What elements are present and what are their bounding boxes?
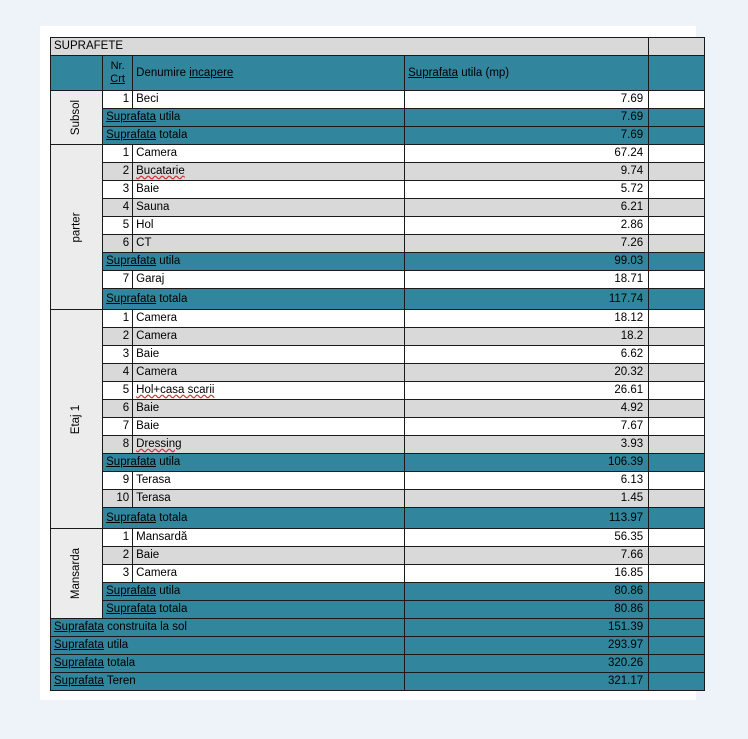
room-name-text: Dressing xyxy=(136,438,182,450)
summary-row xyxy=(51,109,705,127)
summary-label xyxy=(103,127,405,145)
room-name-text: Bucatarie xyxy=(136,165,185,177)
empty-cell xyxy=(649,91,705,109)
summary-row xyxy=(51,454,705,472)
grand-total-row xyxy=(51,637,705,655)
header-denumire-text: Denumire xyxy=(136,66,190,79)
summary-value: 106.39 xyxy=(405,454,649,472)
room-area: 20.32 xyxy=(405,364,649,382)
suprafata-suffix: totala xyxy=(103,657,136,669)
empty-cell xyxy=(649,181,705,199)
room-name-text: Mansardă xyxy=(136,531,188,543)
grand-total-row xyxy=(51,619,705,637)
room-area: 6.62 xyxy=(405,346,649,364)
room-name xyxy=(133,235,405,253)
table-row xyxy=(51,382,705,400)
header-empty-cell xyxy=(649,56,705,91)
table-row xyxy=(51,418,705,436)
empty-cell xyxy=(649,145,705,163)
suprafata-suffix: utila xyxy=(156,255,181,267)
table-row xyxy=(51,271,705,289)
room-nr: 10 xyxy=(103,490,133,508)
suprafata-suffix: construita la sol xyxy=(103,621,187,633)
room-area: 18.12 xyxy=(405,310,649,328)
summary-row xyxy=(51,508,705,529)
header-denumire-underlined: incapere xyxy=(189,66,234,79)
room-nr: 7 xyxy=(103,271,133,289)
table-row xyxy=(51,328,705,346)
suprafata-word: Suprafata xyxy=(54,621,104,633)
summary-label xyxy=(103,109,405,127)
empty-cell xyxy=(649,364,705,382)
room-name xyxy=(133,490,405,508)
empty-cell xyxy=(649,109,705,127)
room-name xyxy=(133,418,405,436)
header-suprafata xyxy=(405,56,649,91)
grand-total-value: 293.97 xyxy=(405,637,649,655)
table-title: SUPRAFETE xyxy=(51,38,649,56)
room-name xyxy=(133,547,405,565)
grand-total-value: 321.17 xyxy=(405,673,649,691)
summary-value: 99.03 xyxy=(405,253,649,271)
empty-cell xyxy=(649,400,705,418)
summary-row xyxy=(51,127,705,145)
empty-cell xyxy=(649,271,705,289)
suprafata-suffix: totala xyxy=(156,511,188,524)
room-name-text: CT xyxy=(136,237,152,249)
room-name xyxy=(133,91,405,109)
summary-value: 7.69 xyxy=(405,109,649,127)
empty-cell xyxy=(649,127,705,145)
room-nr: 3 xyxy=(103,346,133,364)
room-name xyxy=(133,472,405,490)
empty-cell xyxy=(649,163,705,181)
room-nr: 9 xyxy=(103,472,133,490)
empty-cell xyxy=(649,655,705,673)
suprafata-word: Suprafata xyxy=(106,456,157,468)
empty-cell xyxy=(649,583,705,601)
suprafete-table xyxy=(50,37,705,691)
summary-value: 7.69 xyxy=(405,127,649,145)
section-label-etaj1 xyxy=(51,310,103,529)
room-name-text: Terasa xyxy=(136,474,171,486)
room-name xyxy=(133,199,405,217)
empty-cell xyxy=(649,565,705,583)
title-row xyxy=(51,38,705,56)
room-name xyxy=(133,436,405,454)
room-name xyxy=(133,145,405,163)
room-nr: 4 xyxy=(103,199,133,217)
suprafata-word: Suprafata xyxy=(106,111,157,123)
empty-cell xyxy=(649,235,705,253)
room-area: 5.72 xyxy=(405,181,649,199)
room-name-text: Sauna xyxy=(136,201,170,213)
room-name xyxy=(133,364,405,382)
room-name xyxy=(133,529,405,547)
header-suprafata-text: utila (mp) xyxy=(458,66,510,79)
section-label-parter xyxy=(51,145,103,310)
room-nr: 3 xyxy=(103,565,133,583)
empty-cell xyxy=(649,289,705,310)
table-row xyxy=(51,310,705,328)
room-name-text: Baie xyxy=(136,402,160,414)
header-suprafata-underlined: Suprafata xyxy=(408,66,459,79)
empty-cell xyxy=(649,346,705,364)
table-row xyxy=(51,529,705,547)
grand-total-row xyxy=(51,655,705,673)
grand-total-value: 320.26 xyxy=(405,655,649,673)
suprafata-word: Suprafata xyxy=(106,603,157,615)
room-nr: 6 xyxy=(103,400,133,418)
summary-row xyxy=(51,289,705,310)
summary-value: 113.97 xyxy=(405,508,649,529)
section-name: Etaj 1 xyxy=(70,404,83,434)
room-name-text: Baie xyxy=(136,183,160,195)
room-area: 7.69 xyxy=(405,91,649,109)
grand-total-label xyxy=(51,655,405,673)
grand-total-row xyxy=(51,673,705,691)
room-name-text: Baie xyxy=(136,549,160,561)
grand-total-label xyxy=(51,619,405,637)
room-name xyxy=(133,163,405,181)
room-nr: 6 xyxy=(103,235,133,253)
suprafata-suffix: utila xyxy=(156,456,181,468)
summary-value: 80.86 xyxy=(405,601,649,619)
empty-cell xyxy=(649,418,705,436)
suprafata-suffix: utila xyxy=(156,111,181,123)
room-name-text: Baie xyxy=(136,420,160,432)
table-row xyxy=(51,490,705,508)
room-nr: 3 xyxy=(103,181,133,199)
table-row xyxy=(51,91,705,109)
summary-label xyxy=(103,454,405,472)
room-area: 4.92 xyxy=(405,400,649,418)
suprafata-word: Suprafata xyxy=(106,511,157,524)
suprafata-word: Suprafata xyxy=(54,657,104,669)
table-row xyxy=(51,181,705,199)
room-area: 6.21 xyxy=(405,199,649,217)
summary-label xyxy=(103,583,405,601)
empty-cell xyxy=(649,619,705,637)
section-label-subsol xyxy=(51,91,103,145)
empty-cell xyxy=(649,490,705,508)
room-nr: 1 xyxy=(103,145,133,163)
empty-cell xyxy=(649,310,705,328)
table-row xyxy=(51,472,705,490)
grand-total-value: 151.39 xyxy=(405,619,649,637)
empty-cell xyxy=(649,454,705,472)
room-name-text: Baie xyxy=(136,348,160,360)
room-name xyxy=(133,565,405,583)
summary-row xyxy=(51,583,705,601)
table-row xyxy=(51,400,705,418)
room-area: 2.86 xyxy=(405,217,649,235)
summary-label xyxy=(103,508,405,529)
summary-row xyxy=(51,253,705,271)
table-row xyxy=(51,235,705,253)
section-name: Mansarda xyxy=(70,547,83,600)
room-area: 18.2 xyxy=(405,328,649,346)
room-nr: 4 xyxy=(103,364,133,382)
room-name xyxy=(133,400,405,418)
room-name-text: Garaj xyxy=(136,273,165,285)
suprafata-suffix: Teren xyxy=(103,675,136,687)
header-crt-label: Crt xyxy=(110,73,125,85)
suprafata-suffix: totala xyxy=(156,129,188,141)
empty-cell xyxy=(649,328,705,346)
room-name xyxy=(133,346,405,364)
suprafata-word: Suprafata xyxy=(106,129,157,141)
room-area: 3.93 xyxy=(405,436,649,454)
empty-cell xyxy=(649,217,705,235)
summary-label xyxy=(103,253,405,271)
grand-total-label xyxy=(51,637,405,655)
room-name xyxy=(133,271,405,289)
room-area: 7.26 xyxy=(405,235,649,253)
room-area: 9.74 xyxy=(405,163,649,181)
summary-value: 80.86 xyxy=(405,583,649,601)
room-name-text: Beci xyxy=(136,93,159,105)
room-nr: 1 xyxy=(103,91,133,109)
room-area: 56.35 xyxy=(405,529,649,547)
room-nr: 1 xyxy=(103,529,133,547)
section-name: parter xyxy=(70,211,83,243)
table-row xyxy=(51,547,705,565)
room-area: 7.66 xyxy=(405,547,649,565)
suprafata-suffix: utila xyxy=(103,639,129,651)
table-row xyxy=(51,163,705,181)
room-name xyxy=(133,382,405,400)
room-area: 1.45 xyxy=(405,490,649,508)
suprafata-suffix: totala xyxy=(156,292,188,305)
room-name-text: Camera xyxy=(136,147,178,159)
empty-cell xyxy=(649,673,705,691)
room-name-text: Camera xyxy=(136,312,178,324)
room-name-text: Camera xyxy=(136,366,178,378)
empty-cell xyxy=(649,472,705,490)
empty-cell xyxy=(649,199,705,217)
suprafata-word: Suprafata xyxy=(106,585,157,597)
suprafata-suffix: totala xyxy=(156,603,188,615)
room-area: 18.71 xyxy=(405,271,649,289)
room-nr: 1 xyxy=(103,310,133,328)
room-area: 7.67 xyxy=(405,418,649,436)
room-nr: 5 xyxy=(103,382,133,400)
room-name xyxy=(133,328,405,346)
summary-label xyxy=(103,601,405,619)
room-nr: 2 xyxy=(103,547,133,565)
empty-cell xyxy=(649,436,705,454)
room-name xyxy=(133,217,405,235)
grand-total-label xyxy=(51,673,405,691)
summary-value: 117.74 xyxy=(405,289,649,310)
header-row xyxy=(51,56,705,91)
section-name: Subsol xyxy=(70,99,83,136)
room-name-text: Terasa xyxy=(136,492,171,504)
table-row xyxy=(51,565,705,583)
table-row xyxy=(51,199,705,217)
room-name xyxy=(133,310,405,328)
table-row xyxy=(51,217,705,235)
empty-cell xyxy=(649,529,705,547)
room-name-text: Camera xyxy=(136,330,178,342)
table-row xyxy=(51,145,705,163)
table-row xyxy=(51,364,705,382)
suprafata-suffix: utila xyxy=(156,585,181,597)
room-nr: 5 xyxy=(103,217,133,235)
empty-cell xyxy=(649,38,705,56)
room-name-text: Camera xyxy=(136,567,178,579)
suprafata-word: Suprafata xyxy=(106,255,157,267)
room-nr: 2 xyxy=(103,163,133,181)
summary-label xyxy=(103,289,405,310)
room-area: 6.13 xyxy=(405,472,649,490)
header-nr-label: Nr. xyxy=(110,60,125,72)
room-nr: 8 xyxy=(103,436,133,454)
room-name-text: Hol xyxy=(136,219,154,231)
room-area: 67.24 xyxy=(405,145,649,163)
table-row xyxy=(51,346,705,364)
room-nr: 2 xyxy=(103,328,133,346)
room-name xyxy=(133,181,405,199)
room-area: 26.61 xyxy=(405,382,649,400)
room-name-text: Hol+casa scarii xyxy=(136,384,215,396)
empty-cell xyxy=(649,508,705,529)
room-nr: 7 xyxy=(103,418,133,436)
room-area: 16.85 xyxy=(405,565,649,583)
empty-cell xyxy=(649,547,705,565)
suprafata-word: Suprafata xyxy=(54,675,104,687)
empty-cell xyxy=(649,253,705,271)
table-row xyxy=(51,436,705,454)
section-label-mansarda xyxy=(51,529,103,619)
empty-cell xyxy=(649,382,705,400)
suprafata-word: Suprafata xyxy=(54,639,104,651)
empty-cell xyxy=(649,637,705,655)
summary-row xyxy=(51,601,705,619)
header-nr-crt xyxy=(103,56,133,91)
empty-cell xyxy=(649,601,705,619)
suprafata-word: Suprafata xyxy=(106,292,157,305)
header-denumire xyxy=(133,56,405,91)
header-empty-cell xyxy=(51,56,103,91)
